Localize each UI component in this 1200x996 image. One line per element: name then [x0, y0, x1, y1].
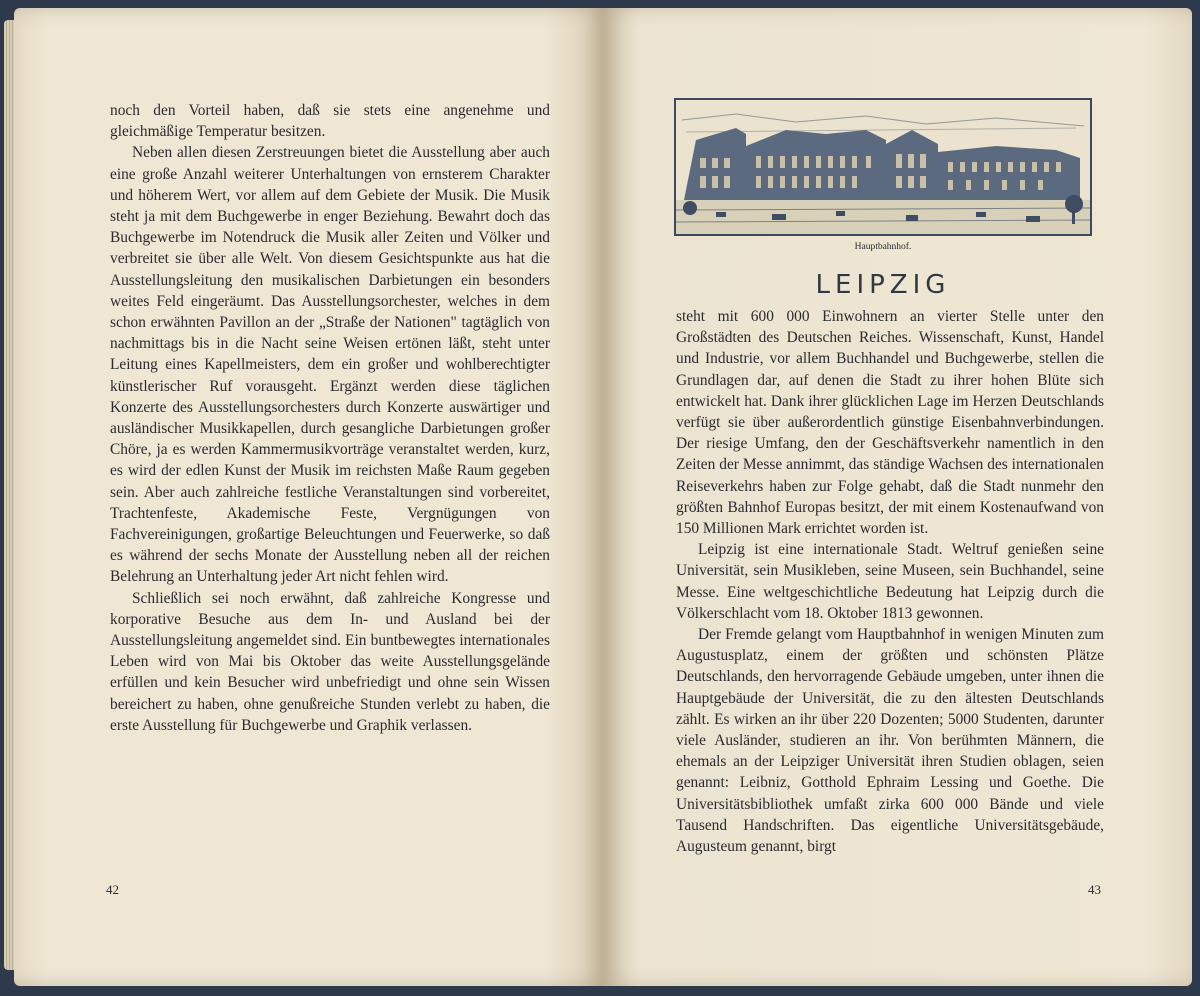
left-page: [14, 8, 604, 986]
right-page: [604, 8, 1192, 986]
left-paragraph-2: Neben allen diesen Zerstreuungen bietet die Ausstellung aber auch eine große Anzahl weiterer Unterhaltungen von ernsterem Charakter und höherem Wert, vor allem auf dem Gebiete der Musik. Die Musik steht ja mit dem Buchgewerbe in enger Beziehung. Bewahrt doch das Buchgewerbe im Notendruck die Musik aller Zeiten und Völker und verbreitet sie über alle Welt. Von diesem Gesichtspunkte aus hat die Ausstellungsleitung den musikalischen Darbietungen ein besonders weites Feld eingeräumt. Das Ausstellungsorchester, welches in dem schon erwähnten Pavillon an der „Straße der Nationen" tagtäglich von nachmittags bis in die Nacht seine Weisen ertönen läßt, steht unter Leitung eines Kapellmeisters, dem ein großer und wohlberechtigter künstlerischer Ruf vorausgeht. Ergänzt werden diese täglichen Konzerte des Ausstellungsorchesters durch Konzerte auswärtiger und ausländischer Musikkapellen, durch gesangliche Darbietungen großer Chöre, ja es werden Kammermusikvorträge veranstaltet werden, kurz, es wird der edlen Kunst der Musik im reichsten Maße Raum gegeben sein. Aber auch zahlreiche festliche Veranstaltungen sind vorbereitet, Trachtenfeste, Akademische Feste, Vergnügungen von Fachvereinigungen, großartige Beleuchtungen und Feuerwerke, so daß es während der sechs Monate der Ausstellung neben all der reichen Belehrung an Unterhaltung jeder Art nicht fehlen wird.: [110, 144, 550, 586]
left-paragraph-1: noch den Vorteil haben, daß sie stets eine angenehme und gleichmäßige Temperatur besitzen.: [110, 102, 550, 141]
right-page-text: [676, 306, 1104, 857]
left-page-text: [110, 100, 550, 736]
illustration-caption: Hauptbahnhof.: [854, 242, 912, 252]
left-paragraph-3: Schließlich sei noch erwähnt, daß zahlreiche Kongresse und korporative Besuche aus dem In- und Ausland bei der Ausstellungsleitung angemeldet sind. Ein buntbewegtes internationales Leben wird von Mai bis Oktober das weite Ausstellungsgelände erfüllen und kein Besucher wird unbefriedigt und ohne sein Wissen bereichert zu haben, ohne genußreiche Stunden verlebt zu haben, die erste Ausstellung für Buchgewerbe und Graphik verlassen.: [110, 589, 550, 734]
right-paragraph-1: steht mit 600 000 Einwohnern an vierter Stelle unter den Großstädten des Deutschen Reiches. Wissenschaft, Kunst, Handel und Industrie, vor allem Buchhandel und Buchgewerbe, stellen die Grundlagen dar, auf denen die Stadt zu ihrer hohen Blüte sich entwickelt hat. Dank ihrer glücklichen Lage im Herzen Deutschlands verfügt sie über außerordentlich günstige Eisenbahnverbindungen. Der riesige Umfang, den der Geschäftsverkehr namentlich in den Zeiten der Messe annimmt, das ständige Wachsen des internationalen Reiseverkehrs haben zur Folge gehabt, daß die Stadt nunmehr den größten Bahnhof Europas besitzt, der mit einem Kostenaufwand von 150 Millionen Mark errichtet worden ist.: [676, 308, 1104, 538]
right-paragraph-2: Leipzig ist eine internationale Stadt. Weltruf genießen seine Universität, sein Musikleben, seine Museen, sein Buchhandel, seine Messe. Eine weltgeschichtliche Bedeutung hat Leipzig durch die Völkerschlacht vom 18. Oktober 1813 gewonnen.: [676, 541, 1104, 622]
chapter-heading: LEIPZIG: [815, 270, 951, 300]
left-page-number: 42: [106, 882, 119, 897]
right-page-number: 43: [1088, 882, 1101, 897]
right-paragraph-3: Der Fremde gelangt vom Hauptbahnhof in wenigen Minuten zum Augustusplatz, einem der größten und schönsten Plätze Deutschlands, den hervorragende Gebäude umgeben, unter ihnen die Hauptgebäude der Universität, die zu den ältesten Deutschlands zählt. Es wirken an ihr über 220 Dozenten; 5000 Studenten, darunter viele Ausländer, studieren an ihr. Von berühmten Männern, die ehemals an der Leipziger Universität ihren Studien oblagen, seien genannt: Leibniz, Gotthold Ephraim Lessing und Goethe. Die Universitätsbibliothek umfaßt zirka 600 000 Bände und viele Tausend Handschriften. Das eigentliche Universitätsgebäude, Augusteum genannt, birgt: [676, 626, 1104, 856]
hauptbahnhof-illustration: [674, 98, 1092, 236]
station-engraving: [676, 100, 1090, 234]
